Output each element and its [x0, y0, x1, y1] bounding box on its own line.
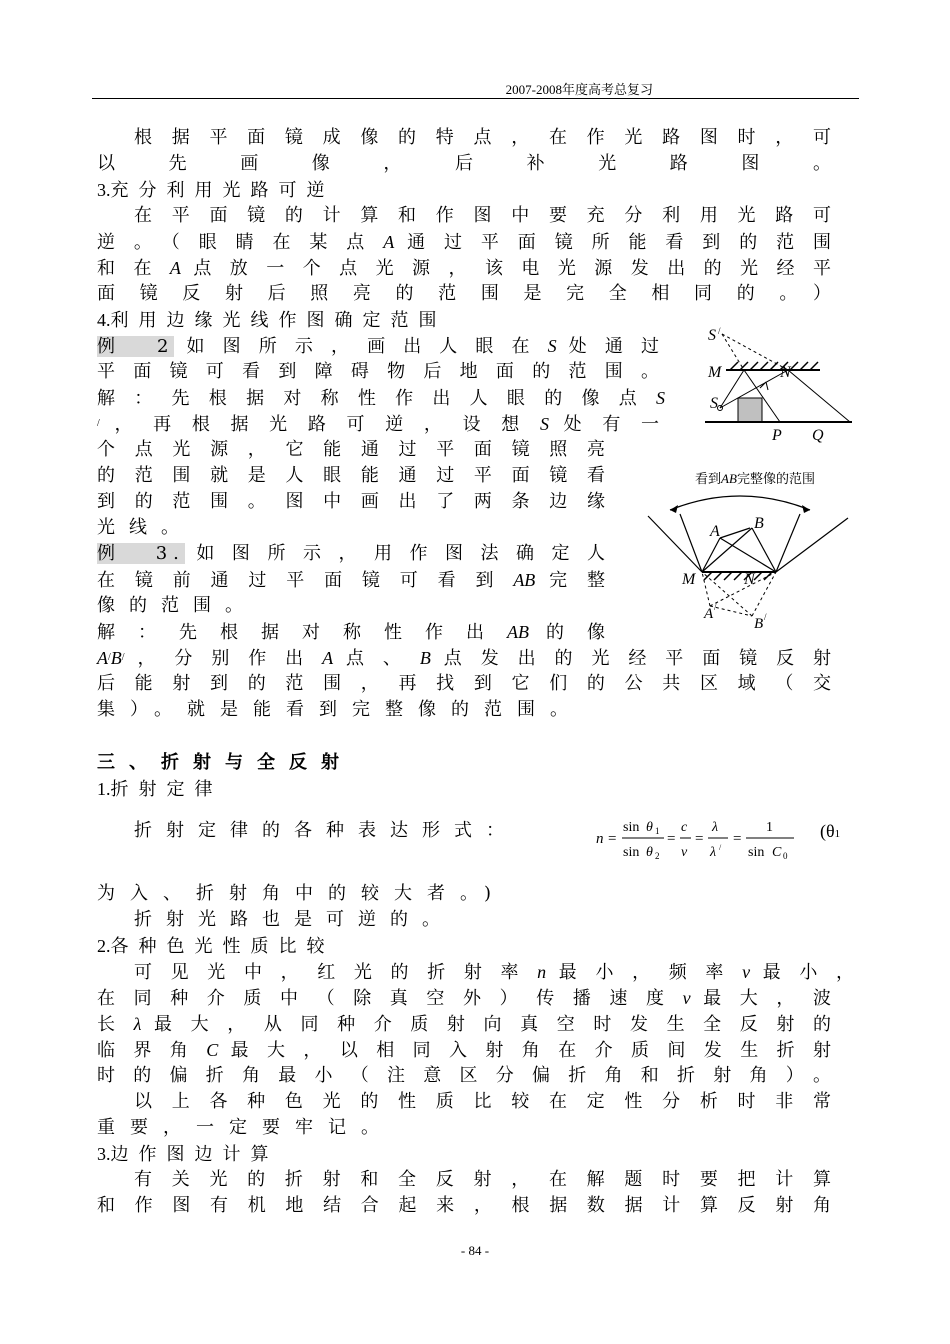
- text-line: 在平面镜的计算和作图中要充分利用光路可: [134, 205, 837, 226]
- svg-text:P: P: [772, 427, 782, 444]
- svg-text:C: C: [772, 845, 782, 860]
- text-line: (θ1: [820, 821, 841, 841]
- svg-text:2: 2: [655, 851, 660, 861]
- text-line: 为入、折射角中的较大者。): [97, 883, 507, 904]
- svg-text:S: S: [710, 395, 718, 412]
- text-line: A/B/，分别作出A点、B点发出的光经平面镜反射: [97, 648, 837, 669]
- ab-view-range-figure: [640, 488, 855, 633]
- label-s-prime: S: [708, 327, 716, 344]
- svg-text:A: A: [704, 606, 714, 622]
- svg-text:=: =: [733, 831, 742, 847]
- text-line: 以先画像，后补光路图。: [97, 153, 837, 174]
- text-line: 和在A点放一个点光源，该电光源发出的光经平: [97, 258, 838, 279]
- text-line: 在同种介质中（除真空外）传播速度v最大，波: [97, 988, 838, 1009]
- svg-text:B: B: [754, 515, 764, 532]
- section-heading: 3.充分利用光路可逆: [97, 180, 335, 201]
- svg-text:sin: sin: [623, 845, 640, 860]
- example-label: 例 2: [97, 336, 175, 357]
- figure-caption: 看到AB完整像的范围: [695, 471, 815, 487]
- text-line: 有关光的折射和全反射，在解题时要把计算: [134, 1169, 837, 1190]
- page-number: - 84 -: [460, 1243, 490, 1258]
- header-title: 2007-2008年度高考总复习: [505, 82, 653, 97]
- example-label: 例 3.: [97, 543, 185, 564]
- formula-svg: [594, 814, 799, 864]
- text-line: 时的偏折角最小（注意区分偏折角和折射角）。: [97, 1065, 837, 1086]
- svg-text:N: N: [780, 364, 791, 381]
- text-line: 到的范围。图中画出了两条边缘: [97, 491, 611, 512]
- svg-text:=: =: [667, 831, 676, 847]
- svg-text:θ: θ: [646, 820, 653, 835]
- text-line: 的范围就是人眼能通过平面镜看: [97, 465, 611, 486]
- text-line: 解：先根据对称性作出人眼的像点S: [97, 388, 665, 409]
- svg-text:1: 1: [766, 820, 773, 835]
- mirror-hatching: [730, 362, 818, 370]
- text-line: 重要，一定要牢记。: [97, 1117, 394, 1138]
- obstacle-box: [738, 398, 762, 422]
- svg-text:=: =: [608, 831, 617, 847]
- text-line: /，再根据光路可逆，设想S处有一: [97, 414, 666, 435]
- mirror-obstacle-figure: [700, 322, 860, 447]
- text-line: 根据平面镜成像的特点，在作光路图时，可: [134, 127, 837, 148]
- svg-text:0: 0: [783, 851, 788, 861]
- refraction-formula: [594, 814, 799, 864]
- text-line: 和作图有机地结合起来，根据数据计算反射角: [97, 1195, 837, 1216]
- text-line: 平面镜可看到障碍物后地面的范围。: [97, 361, 665, 382]
- svg-text:=: =: [695, 831, 704, 847]
- svg-text:sin: sin: [748, 845, 765, 860]
- text-line: 可见光中，红光的折射率n最小，频率v最小，: [134, 962, 861, 983]
- text-line: 例 2如图所示，画出人眼在S处通过: [97, 336, 665, 357]
- svg-text:N: N: [744, 571, 755, 588]
- text-line: 长λ最大，从同种介质射向真空时发生全反射的: [97, 1014, 838, 1035]
- svg-text:λ: λ: [712, 820, 719, 835]
- section-heading: 1.折射定律: [97, 779, 223, 800]
- svg-text:M: M: [708, 364, 722, 381]
- text-line: 折射定律的各种表达形式：: [134, 820, 518, 841]
- mirror-hatching: [704, 572, 772, 580]
- text-line: 集）。就是能看到完整像的范围。: [97, 699, 583, 720]
- range-arc: [670, 496, 810, 510]
- svg-text:A: A: [710, 523, 720, 540]
- svg-text:Q: Q: [812, 427, 824, 444]
- light-rays: [648, 514, 848, 572]
- svg-text:n: n: [596, 831, 604, 847]
- section-heading: 4.利用边缘光线作图确定范围: [97, 310, 447, 331]
- svg-text:/: /: [764, 612, 767, 622]
- chapter-heading: 三、折射与全反射: [97, 752, 353, 773]
- svg-text:M: M: [682, 571, 696, 588]
- svg-text:/: /: [714, 602, 717, 612]
- text-line: 光线。: [97, 517, 193, 538]
- text-line: 面镜反射后照亮的范围是完全相同的。）: [97, 283, 837, 304]
- svg-text:c: c: [681, 820, 688, 835]
- page-header: [92, 79, 859, 99]
- text-line: 个点光源，它能通过平面镜照亮: [97, 439, 611, 460]
- section-heading: 2.各种色光性质比较: [97, 936, 335, 957]
- text-line: 在镜前通过平面镜可看到AB完整: [97, 570, 612, 591]
- text-line: 像的范围。: [97, 595, 257, 616]
- text-line: 后能射到的范围，再找到它们的公共区域（交: [97, 673, 837, 694]
- svg-text:λ: λ: [710, 845, 717, 860]
- text-line: 折射光路也是可逆的。: [134, 909, 454, 930]
- text-line: 临界角C最大，以相同入射角在介质间发生折射: [97, 1040, 838, 1061]
- svg-text:1: 1: [655, 826, 660, 836]
- svg-text:/: /: [718, 326, 721, 336]
- svg-text:B: B: [754, 616, 764, 632]
- text-line: 解：先根据对称性作出AB的像: [97, 622, 611, 643]
- text-line: 逆。（眼睛在某点A通过平面镜所能看到的范围: [97, 232, 838, 253]
- svg-text:/: /: [719, 843, 722, 852]
- svg-text:v: v: [681, 845, 688, 860]
- svg-text:sin: sin: [623, 820, 640, 835]
- text-line: 例 3.如图所示，用作图法确定人: [97, 543, 612, 564]
- text-line: 以上各种色光的性质比较在定性分析时非常: [134, 1091, 837, 1112]
- svg-text:θ: θ: [646, 845, 653, 860]
- section-heading: 3.边作图边计算: [97, 1144, 279, 1165]
